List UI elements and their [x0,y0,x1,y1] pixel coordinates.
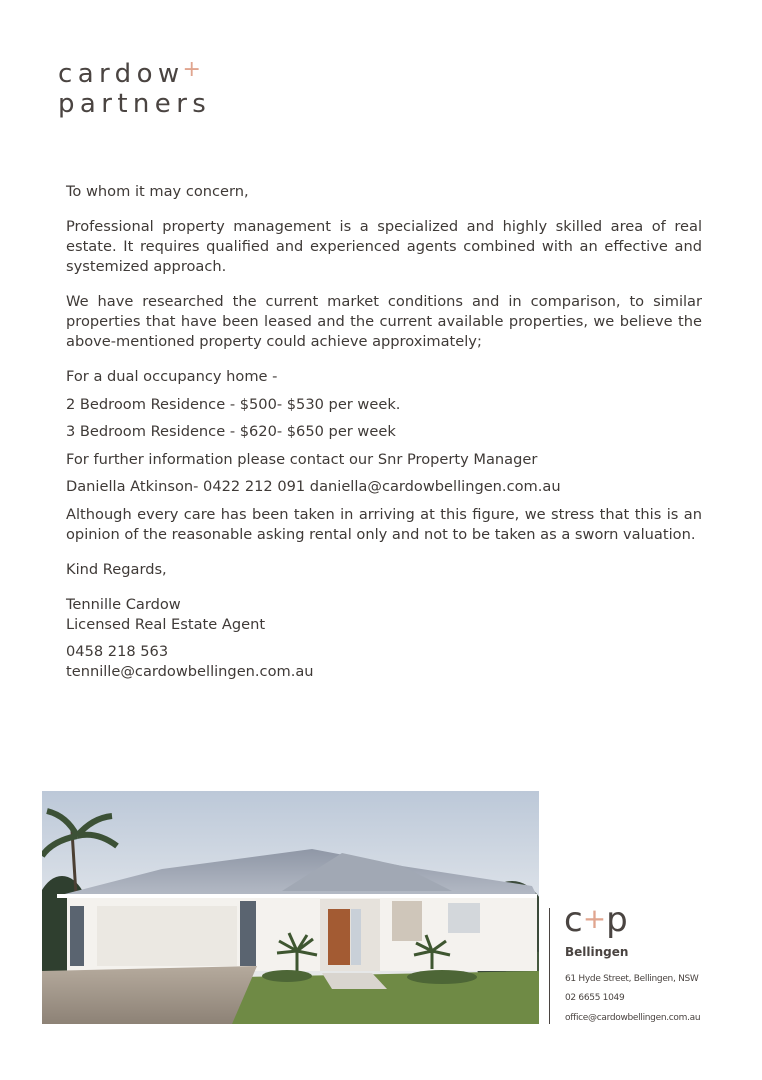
cp-plus-icon: + [582,902,606,935]
office-address: 61 Hyde Street, Bellingen, NSW [565,974,699,984]
dual-occupancy-heading: For a dual occupancy home - [66,368,278,385]
signer-phone: 0458 218 563 [66,643,169,660]
company-logo [58,57,212,119]
driveway [42,966,257,1024]
front-door [328,909,350,965]
paragraph-2: We have researched the current market conditions and in comparison, to similar properties that have been leased and the current available properties, we believe the above-mentioned property could achieve approximately; [66,293,702,350]
logo-wordmark-line1: cardow+ [58,57,207,89]
office-name: Bellingen [565,945,629,959]
office-phone: 02 6655 1049 [565,993,625,1003]
cp-logo-mark: c+p [564,900,627,940]
rent-3-bedroom: 3 Bedroom Residence - $620- $650 per week [66,423,396,440]
contact-intro: For further information please contact our Snr Property Manager [66,450,538,468]
signer-title: Licensed Real Estate Agent [66,615,266,633]
garage-door [97,906,237,966]
signer-name: Tennille Cardow [66,595,181,613]
disclaimer: Although every care has been taken in arriving at this figure, we stress that this is an opinion of the reasonable asking rental only and not to be taken as a sworn valuation. [66,505,702,543]
rent-2-bedroom: 2 Bedroom Residence - $500- $530 per week. [66,395,401,413]
house-photo [42,791,539,1024]
logo-plus-icon: + [182,57,207,82]
logo-wordmark-line2: partners [58,89,212,119]
footer-divider [549,908,550,1024]
signer-email: tennille@cardowbellingen.com.au [66,663,314,680]
closing: Kind Regards, [66,560,167,578]
letter-body [66,182,702,682]
contact-line: Daniella Atkinson- 0422 212 091 daniella@cardowbellingen.com.au [66,478,561,495]
greeting: To whom it may concern, [66,183,249,200]
office-email: office@cardowbellingen.com.au [565,1013,701,1023]
paragraph-1: Professional property management is a specialized and highly skilled area of real estate. It requires qualified and experienced agents combined with an effective and systemized approach. [66,218,702,275]
